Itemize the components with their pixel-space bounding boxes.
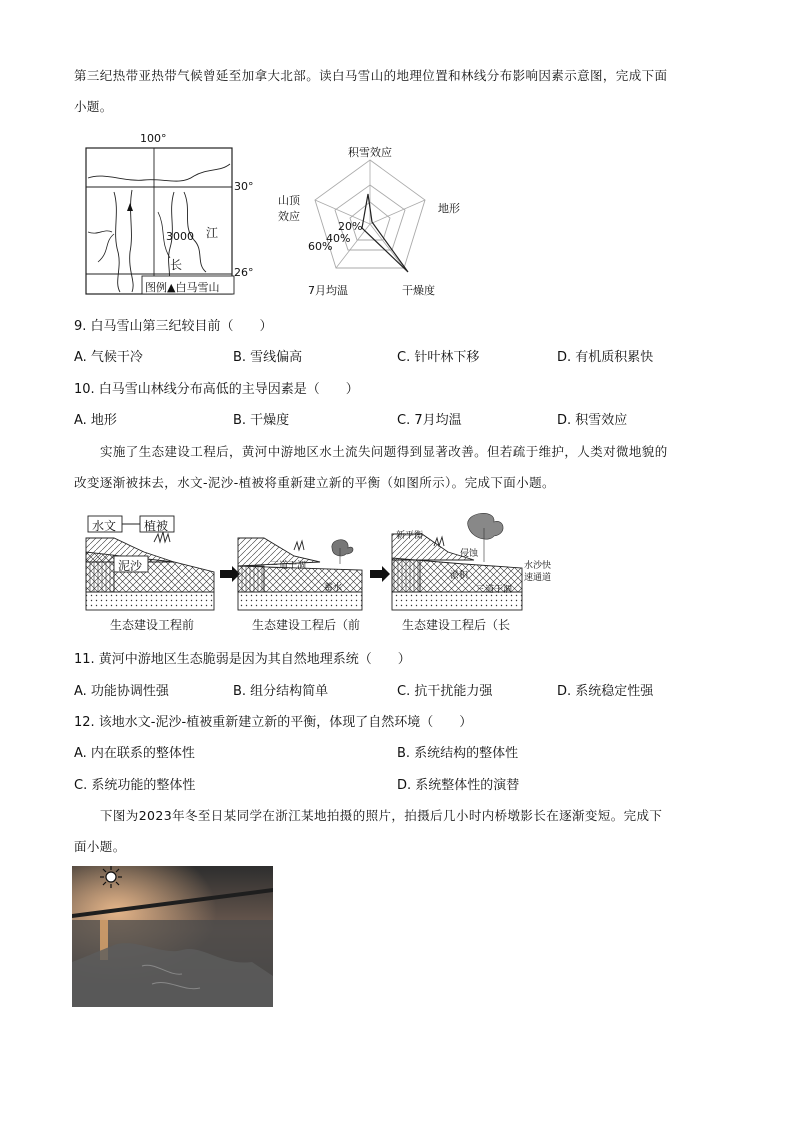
q10-option-a[interactable]: A. 地形 xyxy=(74,413,117,428)
question-12-stem: 12. 该地水文-泥沙-植被重新建立新的平衡，体现了自然环境（ ） xyxy=(74,715,473,730)
eco-balance-diagram xyxy=(84,508,554,638)
bridge-sunset-photo xyxy=(72,866,273,1007)
question-11-stem: 11. 黄河中游地区生态脆弱是因为其自然地理系统（ ） xyxy=(74,652,411,667)
intro-1-line-2: 小题。 xyxy=(74,99,113,114)
q12-option-c[interactable]: C. 系统功能的整体性 xyxy=(74,778,196,793)
radar-drawing xyxy=(270,140,470,300)
location-map xyxy=(84,132,264,298)
axis-summit-effect-1: 山顶 xyxy=(278,194,300,207)
ring-label-60: 60% xyxy=(308,240,333,253)
label-terrace-dry: 三道干涸 xyxy=(270,561,307,571)
latitude-26-label: 26° xyxy=(234,266,254,279)
intro-3-line-1: 下图为2023年冬至日某同学在浙江某地拍摄的照片，拍摄后几小时内桥墩影长在逐渐变短。完成下 xyxy=(100,808,663,823)
map-legend: 图例▲白马雪山 xyxy=(145,281,220,294)
axis-july-temperature: 7月均温 xyxy=(308,284,348,297)
label-water-storage: 蓄水 xyxy=(324,583,343,593)
ring-label-40: 40% xyxy=(326,232,351,245)
q12-option-a[interactable]: A. 内在联系的整体性 xyxy=(74,746,195,761)
intro-1-line-1: 第三纪热带亚热带气候曾延至加拿大北部。读白马雪山的地理位置和林线分布影响因素示意图，完成下面 xyxy=(74,68,668,83)
elevation-label: 3000 xyxy=(166,230,194,243)
q9-option-a[interactable]: A. 气候干冷 xyxy=(74,350,143,365)
q10-option-c[interactable]: C. 7月均温 xyxy=(397,413,462,428)
intro-paragraph-3 xyxy=(74,800,734,862)
axis-aridity: 干燥度 xyxy=(402,284,435,297)
intro-2-line-1: 实施了生态建设工程后，黄河中游地区水土流失问题得到显著改善。但若疏于维护，人类对微地貌的 xyxy=(100,444,668,459)
q10-option-d[interactable]: D. 积雪效应 xyxy=(557,413,628,428)
q12-option-b[interactable]: B. 系统结构的整体性 xyxy=(397,746,519,761)
question-10-stem: 10. 白马雪山林线分布高低的主导因素是（ ） xyxy=(74,382,359,397)
label-new-balance: 新平衡 xyxy=(396,531,424,541)
river-char-jiang: 江 xyxy=(206,226,219,240)
label-terrace-dry-2: 三道干涸 xyxy=(476,585,513,595)
longitude-label: 100° xyxy=(140,132,167,145)
q9-option-b[interactable]: B. 雪线偏高 xyxy=(233,350,303,365)
caption-before: 生态建设工程前 xyxy=(110,618,195,632)
intro-paragraph-1 xyxy=(74,60,734,122)
label-deposition: 淤积 xyxy=(450,571,469,581)
river-char-chang: 长 xyxy=(170,258,183,272)
label-sediment: 泥沙 xyxy=(118,559,143,573)
q12-option-d[interactable]: D. 系统整体性的演替 xyxy=(397,778,520,793)
q9-option-d[interactable]: D. 有机质积累快 xyxy=(557,350,654,365)
axis-summit-effect-2: 效应 xyxy=(278,210,300,223)
label-hydrology: 水文 xyxy=(92,519,117,533)
caption-after-early: 生态建设工程后（前 xyxy=(252,618,361,632)
q11-option-b[interactable]: B. 组分结构简单 xyxy=(233,684,329,699)
q11-option-c[interactable]: C. 抗干扰能力强 xyxy=(397,684,493,699)
panel-after-early xyxy=(238,538,362,610)
question-9-stem: 9. 白马雪山第三纪较目前（ ） xyxy=(74,319,273,334)
label-channel: 速通道 xyxy=(524,573,552,583)
axis-snow-effect: 积雪效应 xyxy=(348,146,392,159)
intro-paragraph-2 xyxy=(74,436,734,498)
q11-option-a[interactable]: A. 功能协调性强 xyxy=(74,684,169,699)
caption-after-long: 生态建设工程后（长 xyxy=(402,618,511,632)
label-fast-water-sand: 水沙快 xyxy=(524,561,552,571)
ring-label-20: 20% xyxy=(338,220,363,233)
label-erosion: 侵蚀 xyxy=(460,549,479,559)
q9-option-c[interactable]: C. 针叶林下移 xyxy=(397,350,480,365)
treeline-factor-radar xyxy=(270,140,470,300)
q11-option-d[interactable]: D. 系统稳定性强 xyxy=(557,684,654,699)
label-vegetation: 植被 xyxy=(144,519,169,533)
latitude-30-label: 30° xyxy=(234,180,254,193)
q10-option-b[interactable]: B. 干燥度 xyxy=(233,413,290,428)
intro-2-line-2: 改变逐渐被抹去，水文-泥沙-植被将重新建立新的平衡（如图所示）。完成下面小题。 xyxy=(74,475,555,490)
intro-3-line-2: 面小题。 xyxy=(74,839,126,854)
axis-terrain: 地形 xyxy=(438,202,460,215)
sun-icon xyxy=(100,866,122,888)
